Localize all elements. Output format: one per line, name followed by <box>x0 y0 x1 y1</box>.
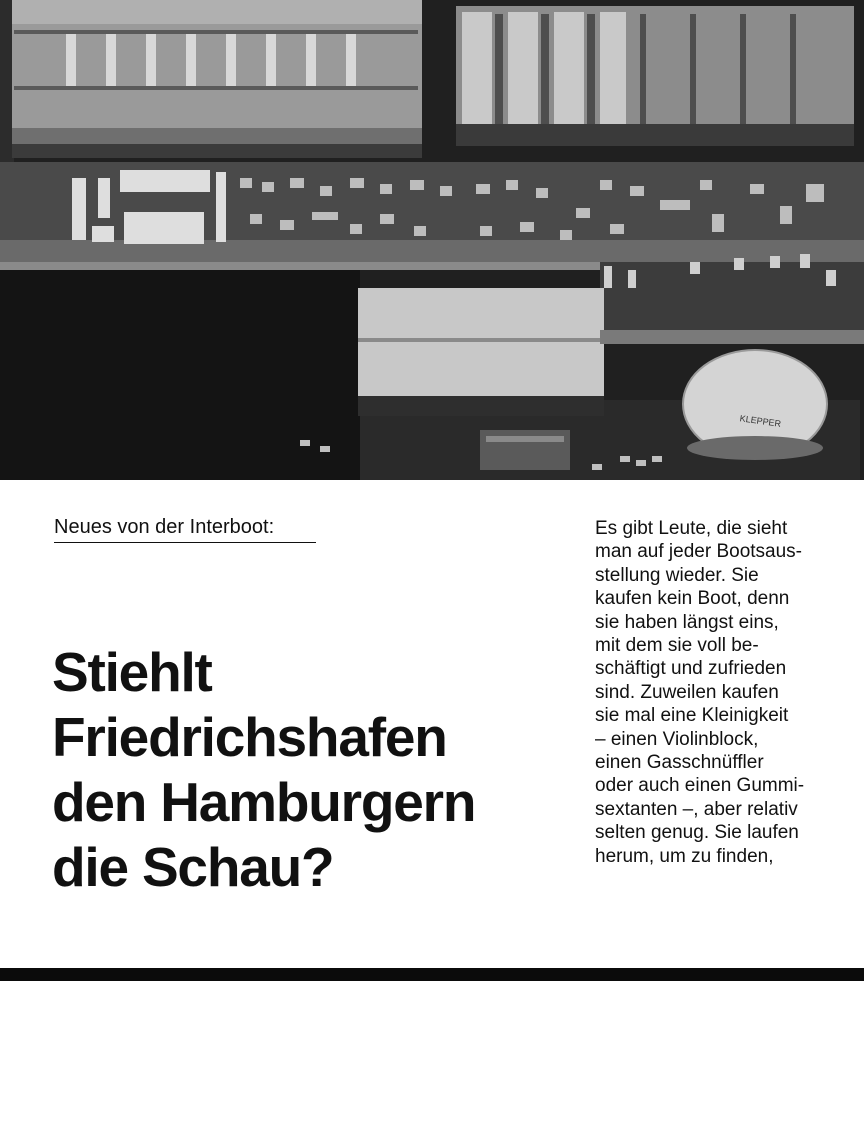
article-headline <box>52 640 582 900</box>
article-kicker: Neues von der Interboot: <box>54 515 316 543</box>
headline-line: den Hamburgern <box>52 771 476 833</box>
aerial-photo-fairground <box>0 0 864 480</box>
body-line: mit dem sie voll be- <box>595 635 759 657</box>
body-line: stellung wieder. Sie <box>595 564 759 586</box>
body-line: kaufen kein Boot, denn <box>595 588 790 610</box>
body-line: sind. Zuweilen kaufen <box>595 681 779 703</box>
body-line: oder auch einen Gummi- <box>595 775 805 797</box>
body-line: selten genug. Sie laufen <box>595 822 799 844</box>
dome-label: KLEPPER <box>739 413 782 429</box>
body-line: man auf jeder Bootsaus- <box>595 541 803 563</box>
body-line: einen Gasschnüffler <box>595 752 764 774</box>
body-line: sie mal eine Kleinigkeit <box>595 705 789 727</box>
body-line: sextanten –, aber relativ <box>595 798 798 820</box>
bottom-rule <box>0 968 864 981</box>
aerial-photo-graphic <box>0 0 864 480</box>
headline-line: Friedrichshafen <box>52 706 447 768</box>
body-line: herum, um zu finden, <box>595 845 774 867</box>
article-body-column <box>595 517 864 868</box>
headline-line: die Schau? <box>52 836 334 898</box>
body-line: sie haben längst eins, <box>595 611 779 633</box>
body-line: Es gibt Leute, die sieht <box>595 518 788 539</box>
body-line: schäftigt und zufrieden <box>595 658 787 680</box>
body-line: – einen Violinblock, <box>595 728 759 750</box>
headline-line: Stiehlt <box>52 641 212 703</box>
